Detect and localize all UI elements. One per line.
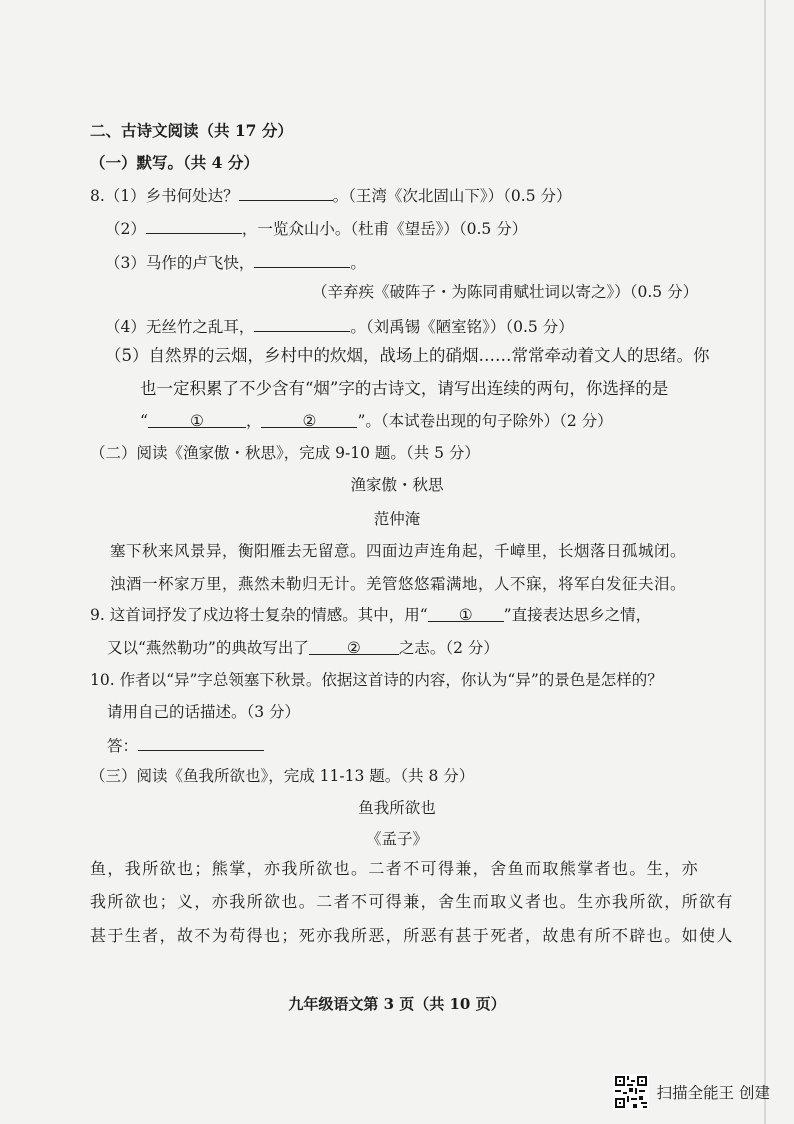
q8-3	[105, 251, 366, 273]
passage-line-2: 我所欲也；义，亦我所欲也。二者不可得兼，舍生而取义者也。生亦我所欲，所欲有	[90, 892, 734, 911]
q8-3-text: （3）马作的卢飞快，	[105, 254, 255, 272]
q8-5-blank1[interactable]: ①	[148, 411, 246, 428]
q8-3-source: （辛弃疾《破阵子・为陈同甫赋壮词以寄之》）（0.5 分）	[312, 283, 699, 301]
section-title: 二、古诗文阅读（共 17 分）	[90, 121, 293, 140]
q8-2-blank[interactable]	[146, 217, 242, 234]
q8-3-end: 。	[350, 254, 366, 272]
q8-2-source: ，一览众山小。（杜甫《望岳》）（0.5 分）	[241, 220, 528, 238]
q8-1	[90, 184, 572, 206]
q8-3-blank[interactable]	[254, 251, 350, 268]
passage-line-1: 鱼，我所欲也；熊掌，亦我所欲也。二者不可得兼，舍鱼而取熊掌者也。生，亦	[90, 859, 700, 878]
q9-line1	[90, 605, 651, 625]
page-footer: 九年级语文第 3 页（共 10 页）	[288, 995, 506, 1013]
q10-line1: 10. 作者以“异”字总领塞下秋景。依据这首诗的内容，你认为“异”的景色是怎样的？	[90, 671, 663, 689]
passage-title: 鱼我所欲也	[358, 799, 436, 817]
poem-line-2: 浊酒一杯家万里，燕然未勒归无计。羌管悠悠霜满地，人不寐，将军白发征夫泪。	[110, 575, 687, 593]
answer-label: 答：	[107, 737, 139, 755]
q8-2	[105, 217, 527, 239]
poem-line-1: 塞下秋来风景异，衡阳雁去无留意。四面边声连角起，千嶂里，长烟落日孤城闭。	[110, 542, 687, 560]
q9-text-d: 之志。（2 分）	[398, 639, 499, 657]
q8-5-note: ”。（本试卷出现的句子除外）（2 分）	[357, 412, 613, 430]
q8-4	[105, 315, 574, 337]
q8-5-blank2[interactable]: ②	[261, 411, 357, 428]
poem-title: 渔家傲・秋思	[350, 476, 444, 494]
q10-answer	[107, 734, 264, 756]
q10-line2: 请用自己的话描述。（3 分）	[107, 703, 301, 721]
q9-blank2[interactable]: ②	[309, 638, 399, 655]
q9-blank1[interactable]: ①	[428, 605, 504, 622]
q8-1-source: 。（王湾《次北固山下》）（0.5 分）	[332, 187, 572, 205]
passage-line-3: 甚于生者，故不为苟得也；死亦我所恶，所恶有甚于死者，故患有所不辟也。如使人	[90, 926, 734, 945]
q8-4-source: 。（刘禹锡《陋室铭》）（0.5 分）	[350, 318, 574, 336]
open-quote: “	[140, 412, 148, 430]
scan-edge	[764, 0, 766, 1124]
scanner-watermark	[613, 1074, 770, 1110]
q10-answer-blank[interactable]	[138, 734, 264, 751]
q8-2-label: （2）	[105, 220, 146, 238]
qr-code-icon	[613, 1074, 649, 1110]
q8-4-text: （4）无丝竹之乱耳，	[105, 318, 255, 336]
q8-1-text: 8.（1）乡书何处达？	[90, 187, 239, 205]
q9-line2	[107, 638, 499, 658]
q8-1-blank[interactable]	[239, 184, 333, 201]
q9-text-a: 9. 这首词抒发了戍边将士复杂的情感。其中，用“	[90, 606, 428, 624]
q8-5-line1: （5）自然界的云烟，乡村中的炊烟，战场上的硝烟……常常牵动着文人的思绪。你	[105, 346, 710, 365]
passage-source: 《孟子》	[365, 830, 428, 848]
part1-heading: （一）默写。（共 4 分）	[90, 153, 259, 172]
part3-heading: （三）阅读《鱼我所欲也》，完成 11-13 题。（共 8 分）	[90, 767, 475, 785]
watermark-text: 扫描全能王 创建	[656, 1084, 770, 1102]
q9-text-c: 又以“燕然勒功”的典故写出了	[107, 639, 309, 657]
comma: ，	[245, 412, 262, 430]
q8-4-blank[interactable]	[254, 315, 350, 332]
part2-heading: （二）阅读《渔家傲・秋思》，完成 9-10 题。（共 5 分）	[90, 444, 480, 462]
q9-text-b: ”直接表达思乡之情，	[503, 606, 652, 624]
q8-5-line2: 也一定积累了不少含有“烟”字的古诗文，请写出连续的两句，你选择的是	[140, 379, 669, 398]
q8-5-line3	[140, 411, 613, 431]
poem-author: 范仲淹	[373, 510, 421, 528]
